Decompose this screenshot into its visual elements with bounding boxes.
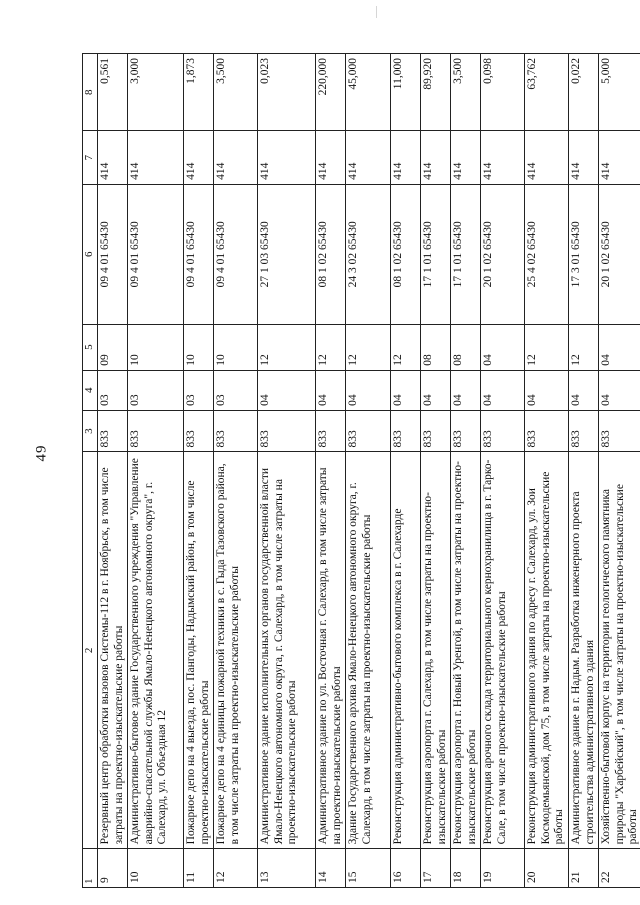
code-expense-type: 414 bbox=[525, 131, 569, 185]
amount: 3,500 bbox=[214, 54, 258, 131]
code-section: 03 bbox=[184, 370, 214, 410]
code-section: 04 bbox=[258, 370, 316, 410]
code-ministry: 833 bbox=[481, 410, 525, 452]
code-subsection: 09 bbox=[98, 324, 128, 370]
object-name: Пожарное депо на 4 единицы пожарной техники в с. Гыда Тазовского района, в том числе затраты на проектно-изыскательские работы bbox=[214, 452, 258, 849]
table-row bbox=[451, 54, 481, 888]
code-target-article: 09 4 01 65430 bbox=[128, 184, 184, 324]
code-expense-type: 414 bbox=[391, 131, 421, 185]
amount: 0,023 bbox=[258, 54, 316, 131]
row-number: 17 bbox=[421, 849, 451, 888]
code-section: 04 bbox=[569, 370, 599, 410]
code-ministry: 833 bbox=[451, 410, 481, 452]
code-ministry: 833 bbox=[421, 410, 451, 452]
row-number: 20 bbox=[525, 849, 569, 888]
code-subsection: 12 bbox=[525, 324, 569, 370]
amount: 0,561 bbox=[98, 54, 128, 131]
code-target-article: 08 1 02 65430 bbox=[316, 184, 346, 324]
code-expense-type: 414 bbox=[346, 131, 391, 185]
amount: 0,098 bbox=[481, 54, 525, 131]
amount: 45,000 bbox=[346, 54, 391, 131]
object-name: Хозяйственно-бытовой корпус на территории геологического памятника природы "Харбейский", в том числе затраты на проектно-изыскательские работы bbox=[599, 452, 640, 849]
object-name: Реконструкция административно-бытового комплекса в г. Салехарде bbox=[391, 452, 421, 849]
amount: 3,500 bbox=[451, 54, 481, 131]
table-row bbox=[316, 54, 346, 888]
header-col-1: 1 bbox=[83, 849, 98, 888]
table-header bbox=[83, 54, 98, 888]
code-ministry: 833 bbox=[525, 410, 569, 452]
code-expense-type: 414 bbox=[451, 131, 481, 185]
code-section: 04 bbox=[421, 370, 451, 410]
table-row bbox=[98, 54, 128, 888]
code-subsection: 12 bbox=[258, 324, 316, 370]
code-expense-type: 414 bbox=[421, 131, 451, 185]
row-number: 19 bbox=[481, 849, 525, 888]
object-name: Административное здание по ул. Восточная г. Салехард, в том числе затраты на проектно-изыскательские работы bbox=[316, 452, 346, 849]
row-number: 14 bbox=[316, 849, 346, 888]
amount: 220,000 bbox=[316, 54, 346, 131]
row-number: 13 bbox=[258, 849, 316, 888]
table-row bbox=[184, 54, 214, 888]
budget-table bbox=[82, 53, 640, 888]
table-row bbox=[346, 54, 391, 888]
code-target-article: 24 3 02 65430 bbox=[346, 184, 391, 324]
code-expense-type: 414 bbox=[128, 131, 184, 185]
object-name: Резервный центр обработки вызовов Системы-112 в г. Ноябрьск, в том числе затраты на проектно-изыскательские работы bbox=[98, 452, 128, 849]
code-subsection: 04 bbox=[481, 324, 525, 370]
code-ministry: 833 bbox=[98, 410, 128, 452]
row-number: 12 bbox=[214, 849, 258, 888]
row-number: 21 bbox=[569, 849, 599, 888]
object-name: Административное здание исполнительных органов государственной власти Ямало-Ненецкого автономного округа, г. Салехард, в том числе затраты на проектно-изыскательские работы bbox=[258, 452, 316, 849]
object-name: Административное здание в г. Надым. Разработка инженерного проекта строительства административного здания bbox=[569, 452, 599, 849]
object-name: Реконструкция арочного склада территориального кернохранилища в г. Тарко-Сале, в том числе проектно-изыскательские работы bbox=[481, 452, 525, 849]
code-ministry: 833 bbox=[346, 410, 391, 452]
object-name: Реконструкция аэропорта г. Салехард, в том числе затраты на проектно-изыскательские работы bbox=[421, 452, 451, 849]
code-expense-type: 414 bbox=[599, 131, 640, 185]
table-row bbox=[258, 54, 316, 888]
code-target-article: 09 4 01 65430 bbox=[184, 184, 214, 324]
header-col-8: 8 bbox=[83, 54, 98, 131]
amount: 11,000 bbox=[391, 54, 421, 131]
code-target-article: 25 4 02 65430 bbox=[525, 184, 569, 324]
code-subsection: 08 bbox=[421, 324, 451, 370]
header-col-3: 3 bbox=[83, 410, 98, 452]
table-row bbox=[421, 54, 451, 888]
code-subsection: 12 bbox=[569, 324, 599, 370]
header-col-2: 2 bbox=[83, 452, 98, 849]
code-ministry: 833 bbox=[128, 410, 184, 452]
code-section: 04 bbox=[525, 370, 569, 410]
amount: 3,000 bbox=[128, 54, 184, 131]
scan-mark bbox=[376, 6, 385, 18]
object-name: Административно-бытовое здание Государственного учреждения "Управление аварийно-спасательной службы Ямало-Ненецкого автономного округа", г. Салехард, ул. Объездная 12 bbox=[128, 452, 184, 849]
code-expense-type: 414 bbox=[184, 131, 214, 185]
code-target-article: 27 1 03 65430 bbox=[258, 184, 316, 324]
code-subsection: 10 bbox=[184, 324, 214, 370]
code-ministry: 833 bbox=[258, 410, 316, 452]
code-expense-type: 414 bbox=[569, 131, 599, 185]
amount: 0,022 bbox=[569, 54, 599, 131]
code-target-article: 20 1 02 65430 bbox=[481, 184, 525, 324]
amount: 1,873 bbox=[184, 54, 214, 131]
code-ministry: 833 bbox=[316, 410, 346, 452]
code-section: 03 bbox=[128, 370, 184, 410]
code-expense-type: 414 bbox=[316, 131, 346, 185]
code-section: 04 bbox=[316, 370, 346, 410]
code-expense-type: 414 bbox=[98, 131, 128, 185]
table-row bbox=[525, 54, 569, 888]
object-name: Пожарное депо на 4 выезда, пос. Пангоды, Надымский район, в том числе проектно-изыскательские работы bbox=[184, 452, 214, 849]
rotated-table-container bbox=[82, 53, 639, 888]
code-subsection: 10 bbox=[128, 324, 184, 370]
code-target-article: 17 3 01 65430 bbox=[569, 184, 599, 324]
row-number: 16 bbox=[391, 849, 421, 888]
row-number: 15 bbox=[346, 849, 391, 888]
table-row bbox=[391, 54, 421, 888]
code-target-article: 08 1 02 65430 bbox=[391, 184, 421, 324]
code-expense-type: 414 bbox=[214, 131, 258, 185]
header-col-7: 7 bbox=[83, 131, 98, 185]
table-row bbox=[569, 54, 599, 888]
code-ministry: 833 bbox=[599, 410, 640, 452]
code-ministry: 833 bbox=[391, 410, 421, 452]
code-subsection: 12 bbox=[346, 324, 391, 370]
code-subsection: 04 bbox=[599, 324, 640, 370]
amount: 63,762 bbox=[525, 54, 569, 131]
code-target-article: 17 1 01 65430 bbox=[421, 184, 451, 324]
table-row bbox=[128, 54, 184, 888]
header-col-5: 5 bbox=[83, 324, 98, 370]
object-name: Здание Государственного архива Ямало-Ненецкого автономного округа, г. Салехард, в том числе затраты на проектно-изыскательские работы bbox=[346, 452, 391, 849]
row-number: 11 bbox=[184, 849, 214, 888]
table-body bbox=[98, 54, 640, 888]
code-subsection: 10 bbox=[214, 324, 258, 370]
code-expense-type: 414 bbox=[258, 131, 316, 185]
row-number: 9 bbox=[98, 849, 128, 888]
table-row bbox=[481, 54, 525, 888]
code-section: 03 bbox=[98, 370, 128, 410]
code-section: 03 bbox=[214, 370, 258, 410]
code-target-article: 20 1 02 65430 bbox=[599, 184, 640, 324]
header-row bbox=[83, 54, 98, 888]
code-ministry: 833 bbox=[214, 410, 258, 452]
table-row bbox=[599, 54, 640, 888]
code-subsection: 12 bbox=[316, 324, 346, 370]
code-ministry: 833 bbox=[184, 410, 214, 452]
code-target-article: 17 1 01 65430 bbox=[451, 184, 481, 324]
object-name: Реконструкция аэропорта г. Новый Уренгой, в том числе затраты на проектно-изыскательские работы bbox=[451, 452, 481, 849]
row-number: 18 bbox=[451, 849, 481, 888]
code-ministry: 833 bbox=[569, 410, 599, 452]
object-name: Реконструкция административного здания по адресу г. Салехард, ул. Зои Космодемьянской, дом 75, в том числе затраты на проектно-изыскательские работы bbox=[525, 452, 569, 849]
amount: 89,920 bbox=[421, 54, 451, 131]
code-subsection: 12 bbox=[391, 324, 421, 370]
code-section: 04 bbox=[451, 370, 481, 410]
code-section: 04 bbox=[599, 370, 640, 410]
code-expense-type: 414 bbox=[481, 131, 525, 185]
header-col-6: 6 bbox=[83, 184, 98, 324]
code-subsection: 08 bbox=[451, 324, 481, 370]
code-target-article: 09 4 01 65430 bbox=[98, 184, 128, 324]
code-section: 04 bbox=[391, 370, 421, 410]
code-section: 04 bbox=[481, 370, 525, 410]
code-target-article: 09 4 01 65430 bbox=[214, 184, 258, 324]
amount: 5,000 bbox=[599, 54, 640, 131]
row-number: 22 bbox=[599, 849, 640, 888]
row-number: 10 bbox=[128, 849, 184, 888]
table-row bbox=[214, 54, 258, 888]
header-col-4: 4 bbox=[83, 370, 98, 410]
page-number: 49 bbox=[33, 444, 50, 462]
code-section: 04 bbox=[346, 370, 391, 410]
